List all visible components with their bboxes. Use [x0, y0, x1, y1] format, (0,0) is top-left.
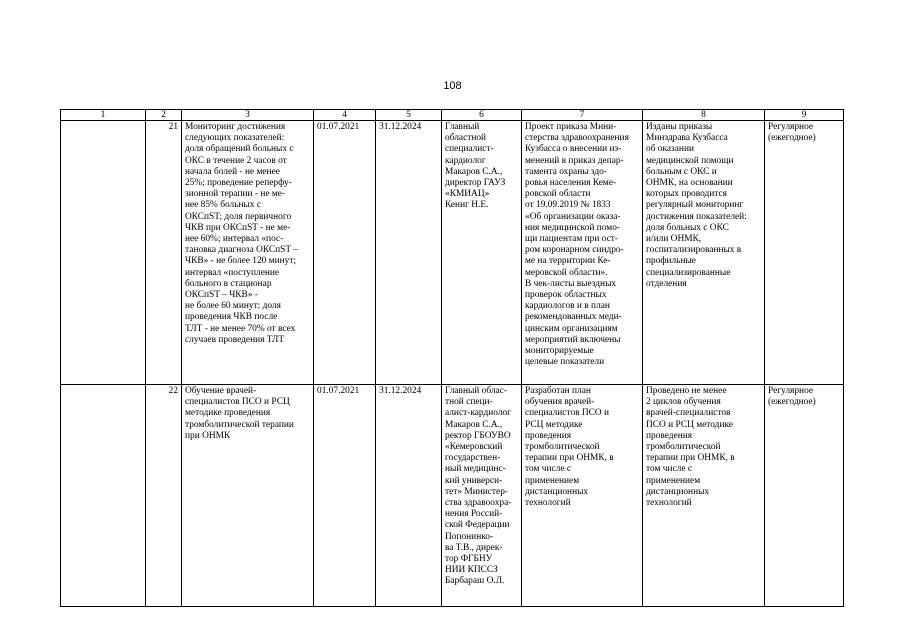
activity-cell: Мониторинг достижения следующих показателей: доля обращений больных с ОКС в течение 2 часов от начала болей - не менее 25%; проведение реперфу- зионной терапии - не ме- нее 85% больных с ОКСпST; доля первичного ЧКВ при ОКСпST - не ме- нее 60%; интервал «пос- тановка диагноза ОКСпST – ЧКВ» - не более 120 минут; интервал «поступление больного в стационар ОКСпST – ЧКВ» - не более 60 минут; доля проведения ЧКВ после ТЛТ - не менее 70% от всех случаев проведения ТЛТ: [182, 121, 314, 385]
activity-cell: Обучение врачей- специалистов ПСО и РСЦ методике проведения тромболитической терапии при ОНМК: [182, 385, 314, 607]
column-header: 4: [314, 110, 376, 121]
period-cell: Регулярное (ежегодное): [765, 121, 844, 385]
indicator-cell: Проведено не менее 2 циклов обучения врачей-специалистов ПСО и РСЦ методике проведения тромболитической терапии при ОНМК, в том числе с применением дистанционных технологий: [643, 385, 765, 607]
activities-table: [60, 109, 844, 607]
responsible-cell: Главный областной специалист- кардиолог Макаров С.А., директор ГАУЗ «КМИАЦ» Кениг Н.Е.: [442, 121, 522, 385]
column-header: 2: [146, 110, 182, 121]
end-date-cell: 31.12.2024: [376, 385, 442, 607]
empty-cell: [61, 385, 146, 607]
responsible-cell: Главный облас- тной специ- алист-кардиолог Макаров С.А., ректор ГБОУВО «Кемеровский государствен- ный медицинс- кий универси- тет» Министер- ства здравоохра- нения Россий- ской Федерации Попонинко- ва Т.В., дирек- тор ФГБНУ НИИ КПССЗ Барбараш О.Л.: [442, 385, 522, 607]
end-date-cell: 31.12.2024: [376, 121, 442, 385]
column-header: 5: [376, 110, 442, 121]
column-header: 1: [61, 110, 146, 121]
start-date-cell: 01.07.2021: [314, 385, 376, 607]
row-number: 21: [146, 121, 182, 385]
result-cell: Разработан план обучения врачей- специалистов ПСО и РСЦ методике проведения тромболитической терапии при ОНМК, в том числе с применением дистанционных технологий: [522, 385, 643, 607]
empty-cell: [61, 121, 146, 385]
start-date-cell: 01.07.2021: [314, 121, 376, 385]
column-header: 7: [522, 110, 643, 121]
column-header: 3: [182, 110, 314, 121]
table-row: [61, 385, 844, 607]
page-number: 108: [443, 80, 462, 92]
column-header: 9: [765, 110, 844, 121]
indicator-cell: Изданы приказы Минздрава Кузбасса об оказании медицинской помощи больным с ОКС и ОНМК, на основании которых проводится регулярный мониторинг достижения показателей: доля больных с ОКС и/или ОНМК, госпитализированных в профильные специализированные отделения: [643, 121, 765, 385]
row-number: 22: [146, 385, 182, 607]
result-cell: Проект приказа Мини- стерства здравоохранения Кузбасса о внесении из- менений в приказ депар- тамента охраны здо- ровья населения Кеме- ровской области от 19.09.2019 № 1833 «Об организации оказа- ния медицинской помо- щи пациентам при ост- ром коронарном синдро- ме на территории Ке- меровской области». В чек-листы выездных проверок областных кардиологов и в план рекомендованных меди- цинским организациям мероприятий включены мониторируемые целевые показатели: [522, 121, 643, 385]
period-cell: Регулярное (ежегодное): [765, 385, 844, 607]
table-row: [61, 121, 844, 385]
column-header: 6: [442, 110, 522, 121]
header-row: [61, 110, 844, 121]
column-header: 8: [643, 110, 765, 121]
